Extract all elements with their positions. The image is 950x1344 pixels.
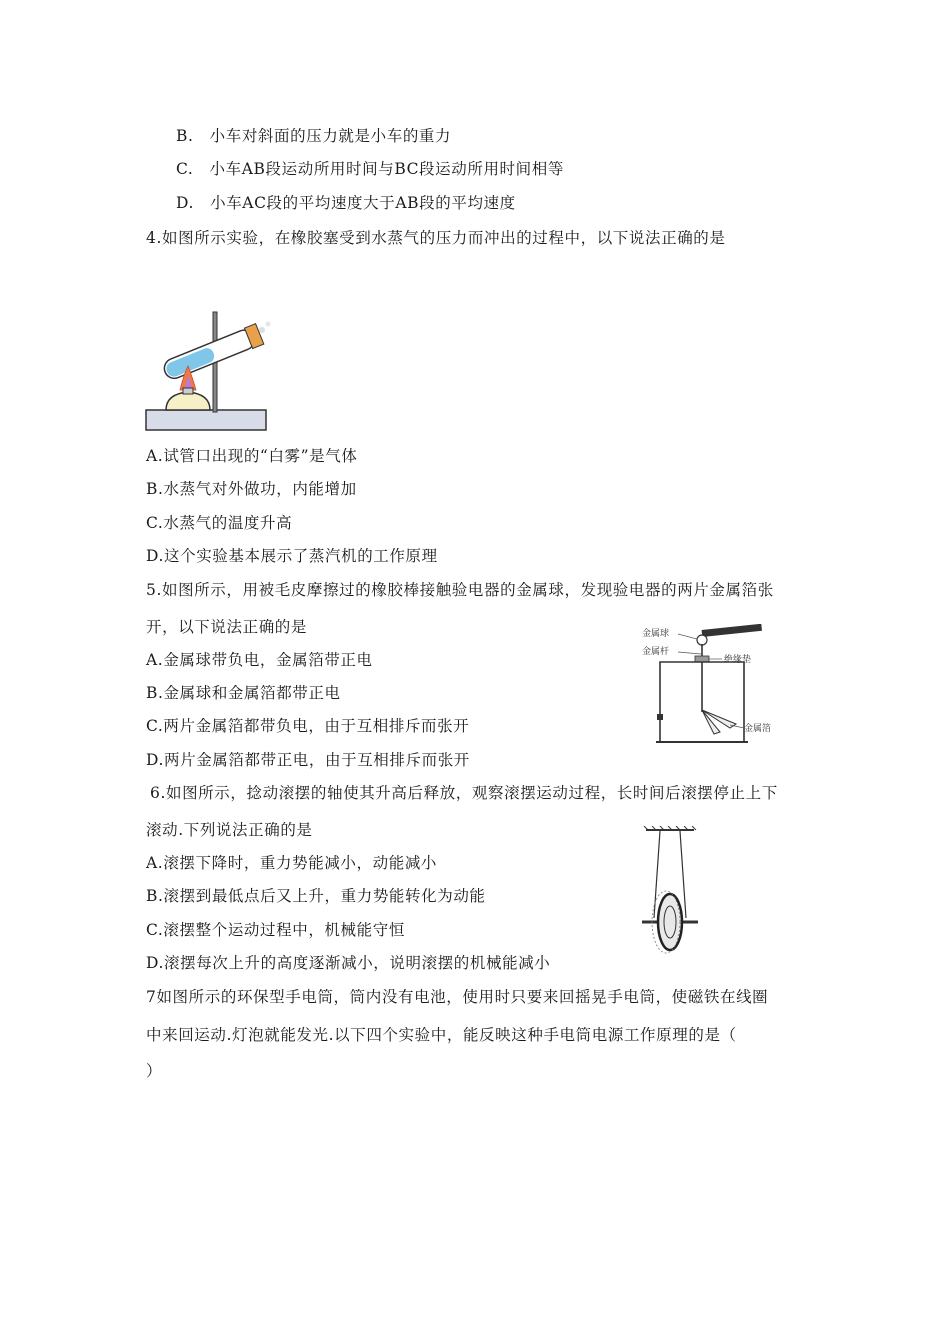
- q4-option-a: A.试管口出现的“白雾”是气体: [146, 447, 358, 465]
- q4-option-c: C.水蒸气的温度升高: [146, 514, 293, 532]
- q6-option-b: B.滚摆到最低点后又上升，重力势能转化为动能: [146, 887, 486, 905]
- q4-option-b: B.水蒸气对外做功，内能增加: [146, 480, 357, 498]
- label-metal-ball: 金属球: [642, 629, 670, 639]
- q5-stem-line2: 开，以下说法正确的是: [146, 618, 308, 636]
- q3-option-c: C. 小车AB段运动所用时间与BC段运动所用时间相等: [176, 160, 564, 178]
- q3-option-b: B. 小车对斜面的压力就是小车的重力: [176, 127, 452, 145]
- test-tube-heating-figure: [140, 310, 275, 435]
- q7-stem-line3: ）: [146, 1062, 163, 1080]
- maxwell-pendulum-figure: [630, 826, 710, 956]
- q6-stem-line2: 滚动.下列说法正确的是: [146, 821, 313, 839]
- electroscope-figure: [640, 624, 775, 749]
- q5-stem-line1: 5.如图所示，用被毛皮摩擦过的橡胶棒接触验电器的金属球，发现验电器的两片金属箔张: [146, 581, 774, 599]
- label-metal-foil: 金属箔: [744, 724, 772, 734]
- q6-option-d: D.滚摆每次上升的高度逐渐减小，说明滚摆的机械能减小: [146, 954, 551, 972]
- q6-stem-line1: 6.如图所示，捻动滚摆的轴使其升高后释放，观察滚摆运动过程，长时间后滚摆停止上下: [150, 784, 778, 802]
- q5-option-a: A.金属球带负电，金属箔带正电: [146, 651, 373, 669]
- label-metal-rod: 金属杆: [642, 647, 670, 657]
- q7-stem-line2: 中来回运动.灯泡就能发光.以下四个实验中，能反映这种手电筒电源工作原理的是（: [146, 1026, 737, 1044]
- q6-option-a: A.滚摆下降时，重力势能减小，动能减小: [146, 854, 438, 872]
- q4-option-d: D.这个实验基本展示了蒸汽机的工作原理: [146, 547, 438, 565]
- q4-stem: 4.如图所示实验，在橡胶塞受到水蒸气的压力而冲出的过程中，以下说法正确的是: [146, 229, 726, 247]
- q5-option-c: C.两片金属箔都带负电，由于互相排斥而张开: [146, 717, 470, 735]
- q5-option-b: B.金属球和金属箔都带正电: [146, 684, 341, 702]
- q6-option-c: C.滚摆整个运动过程中，机械能守恒: [146, 921, 405, 939]
- label-insulator: 绝缘垫: [724, 655, 752, 665]
- q3-option-d: D. 小车AC段的平均速度大于AB段的平均速度: [176, 194, 516, 212]
- q7-stem-line1: 7如图所示的环保型手电筒，筒内没有电池，使用时只要来回摇晃手电筒，使磁铁在线圈: [146, 988, 769, 1006]
- q5-option-d: D.两片金属箔都带正电，由于互相排斥而张开: [146, 751, 470, 769]
